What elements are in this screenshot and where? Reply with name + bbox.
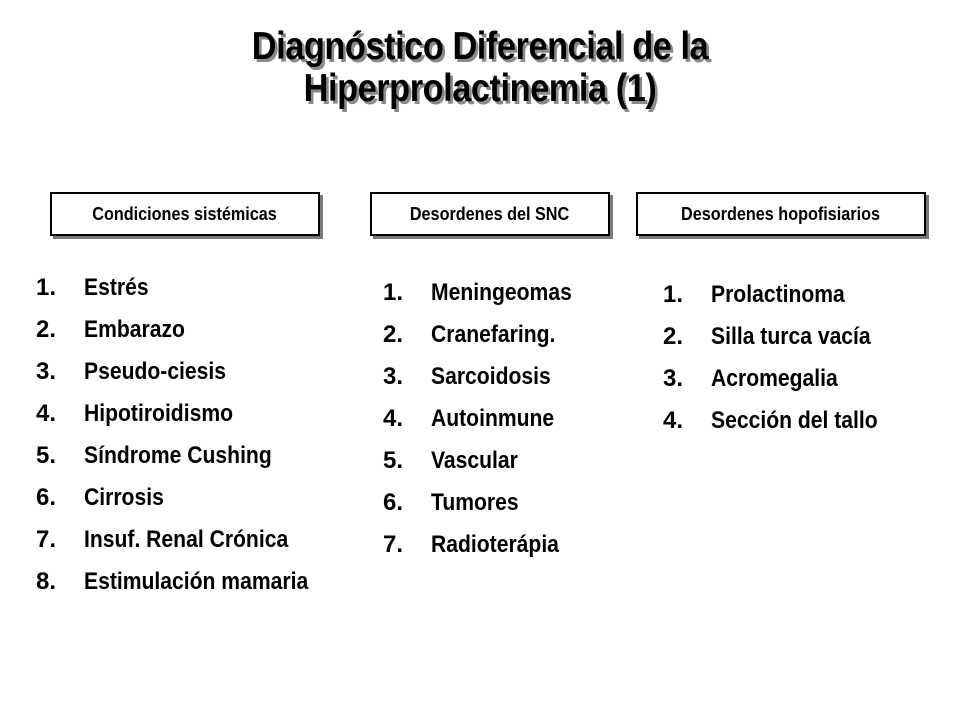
header-condiciones-sistemicas (50, 192, 320, 236)
list-item (663, 358, 900, 400)
item-text: Meningeomas (431, 279, 572, 306)
item-text: Embarazo (84, 316, 185, 343)
item-text: Estrés (84, 274, 149, 301)
list-item (36, 309, 339, 351)
header-label: Condiciones sistémicas (92, 203, 278, 224)
item-number: 3. (663, 365, 684, 392)
list-desordenes-hipofisiarios (663, 274, 900, 442)
list-item (383, 314, 591, 356)
list-condiciones-sistemicas (36, 267, 339, 603)
item-number: 8. (36, 568, 57, 595)
item-number: 3. (383, 363, 404, 390)
item-number: 5. (36, 442, 57, 469)
list-item (36, 393, 339, 435)
slide-title (58, 26, 903, 110)
item-number: 7. (383, 531, 404, 558)
list-item (36, 477, 339, 519)
item-text: Cirrosis (84, 484, 164, 511)
list-item (663, 400, 900, 442)
item-text: Autoinmune (431, 405, 555, 432)
list-item (36, 561, 339, 603)
list-item (383, 272, 591, 314)
item-number: 1. (383, 279, 404, 306)
item-number: 6. (383, 489, 404, 516)
item-text: Insuf. Renal Crónica (84, 526, 289, 553)
item-text: Tumores (431, 489, 519, 516)
list-item (383, 356, 591, 398)
item-text: Estimulación mamaria (84, 568, 309, 595)
item-text: Hipotiroidismo (84, 400, 234, 427)
list-item (383, 524, 591, 566)
item-text: Vascular (431, 447, 518, 474)
item-number: 6. (36, 484, 57, 511)
item-number: 5. (383, 447, 404, 474)
item-text: Silla turca vacía (711, 323, 871, 350)
item-text: Radioterápia (431, 531, 559, 558)
header-label: Desordenes hopofisiarios (681, 203, 881, 224)
list-item (36, 267, 339, 309)
list-item (36, 351, 339, 393)
list-desordenes-snc (383, 272, 591, 566)
item-text: Síndrome Cushing (84, 442, 272, 469)
list-item (36, 435, 339, 477)
item-number: 1. (36, 274, 57, 301)
list-item (383, 440, 591, 482)
item-number: 7. (36, 526, 57, 553)
item-number: 1. (663, 281, 684, 308)
list-item (383, 398, 591, 440)
header-desordenes-snc (370, 192, 610, 236)
slide-title-line-2: Hiperprolactinemia (1) (303, 67, 657, 110)
list-item (383, 482, 591, 524)
header-label: Desordenes del SNC (410, 203, 570, 224)
header-desordenes-hipofisiarios (636, 192, 926, 236)
item-number: 2. (36, 316, 57, 343)
item-number: 4. (663, 407, 684, 434)
item-text: Acromegalia (711, 365, 838, 392)
item-text: Prolactinoma (711, 281, 845, 308)
list-item (663, 274, 900, 316)
item-text: Sección del tallo (711, 407, 878, 434)
list-item (663, 316, 900, 358)
item-number: 3. (36, 358, 57, 385)
item-text: Sarcoidosis (431, 363, 551, 390)
item-number: 4. (36, 400, 57, 427)
item-text: Cranefaring. (431, 321, 556, 348)
slide-title-line-1: Diagnóstico Diferencial de la (251, 25, 709, 68)
item-number: 2. (383, 321, 404, 348)
list-item (36, 519, 339, 561)
item-text: Pseudo-ciesis (84, 358, 227, 385)
item-number: 2. (663, 323, 684, 350)
item-number: 4. (383, 405, 404, 432)
